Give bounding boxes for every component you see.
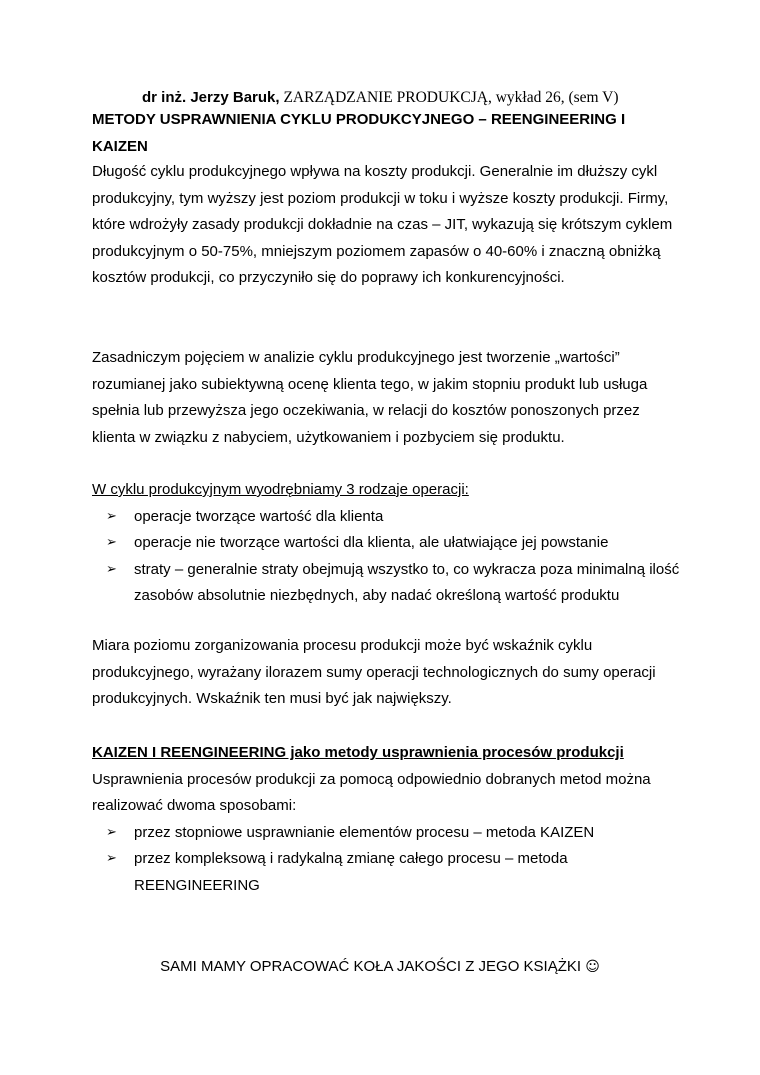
- list-item-text: operacje nie tworzące wartości dla klienta, ale ułatwiające jej powstanie: [134, 534, 609, 551]
- closing-note: [0, 954, 760, 980]
- paragraph-cycle-indicator: Miara poziomu zorganizowania procesu produkcji może być wskaźnik cyklu produkcyjnego, wyrażany ilorazem sumy operacji technologicznych do sumy operacji produkcyjnych. Wskaźnik ten musi być jak największy.: [92, 637, 656, 707]
- list-item-text: przez stopniowe usprawnianie elementów procesu – metoda KAIZEN: [134, 823, 595, 841]
- methods-list: [92, 820, 682, 900]
- smiley-icon: ☺: [585, 959, 600, 975]
- kaizen-intro: Usprawnienia procesów produkcji za pomocą odpowiednio dobranych metod można realizować dwoma sposobami:: [92, 770, 651, 814]
- kaizen-heading: KAIZEN I REENGINEERING jako metody usprawnienia procesów produkcji: [92, 744, 624, 761]
- operations-heading: W cyklu produkcyjnym wyodrębniamy 3 rodzaje operacji:: [92, 481, 469, 498]
- arrowhead-bullet-icon: ➢: [106, 851, 117, 866]
- list-item-text: straty – generalnie straty obejmują wszystko to, co wykracza poza minimalną ilość zasobów absolutnie niezbędnych, aby nadać określoną wartość produktu: [134, 560, 680, 604]
- section-operation-types: [92, 477, 682, 610]
- operations-list: [92, 504, 682, 610]
- paragraph-value-concept: Zasadniczym pojęciem w analizie cyklu produkcyjnego jest tworzenie „wartości” rozumianej jako subiektywną ocenę klienta tego, w jakim stopniu produkt lub usługa spełnia lub przewyższa jego oczekiwania, w relacji do kosztów ponoszonych przez klienta w związku z nabyciem, użytkowaniem i pozbyciem się produktu.: [92, 349, 648, 446]
- arrowhead-bullet-icon: ➢: [106, 561, 117, 577]
- document-title: METODY USPRAWNIENIA CYKLU PRODUKCYJNEGO – REENGINEERING I KAIZEN: [92, 111, 626, 155]
- header-course: ZARZĄDZANIE PRODUKCJĄ, wykład 26, (sem V): [279, 89, 619, 106]
- list-item-text: operacje tworzące wartość dla klienta: [134, 507, 384, 525]
- header-author: dr inż. Jerzy Baruk,: [142, 89, 280, 106]
- document-header: [142, 88, 619, 108]
- closing-text: SAMI MAMY OPRACOWAĆ KOŁA JAKOŚCI Z JEGO KSIĄŻKI: [160, 958, 586, 975]
- paragraph-cycle-length: Długość cyklu produkcyjnego wpływa na koszty produkcji. Generalnie im dłuższy cykl produkcyjny, tym wyższy jest poziom produkcji w toku i wyższe koszty produkcji. Firmy, które wdrożyły zasady produkcji dokładnie na czas – JIT, wykazują się krótszym cyklem produkcyjnym o 50-75%, mniejszym poziomem zapasów o 40-60% i znaczną obniżką kosztów produkcji, co przyczyniło się do poprawy ich konkurencyjności.: [92, 163, 673, 286]
- list-item: [92, 557, 682, 610]
- list-item: [92, 820, 682, 847]
- list-item: [92, 846, 682, 899]
- list-item-text: przez kompleksową i radykalną zmianę całego procesu – metoda REENGINEERING: [134, 850, 568, 894]
- list-item: [92, 530, 682, 557]
- section-kaizen-reengineering: [92, 740, 682, 899]
- arrowhead-bullet-icon: ➢: [106, 824, 117, 840]
- arrowhead-bullet-icon: ➢: [106, 508, 117, 524]
- list-item: [92, 504, 682, 531]
- arrowhead-bullet-icon: ➢: [106, 535, 117, 550]
